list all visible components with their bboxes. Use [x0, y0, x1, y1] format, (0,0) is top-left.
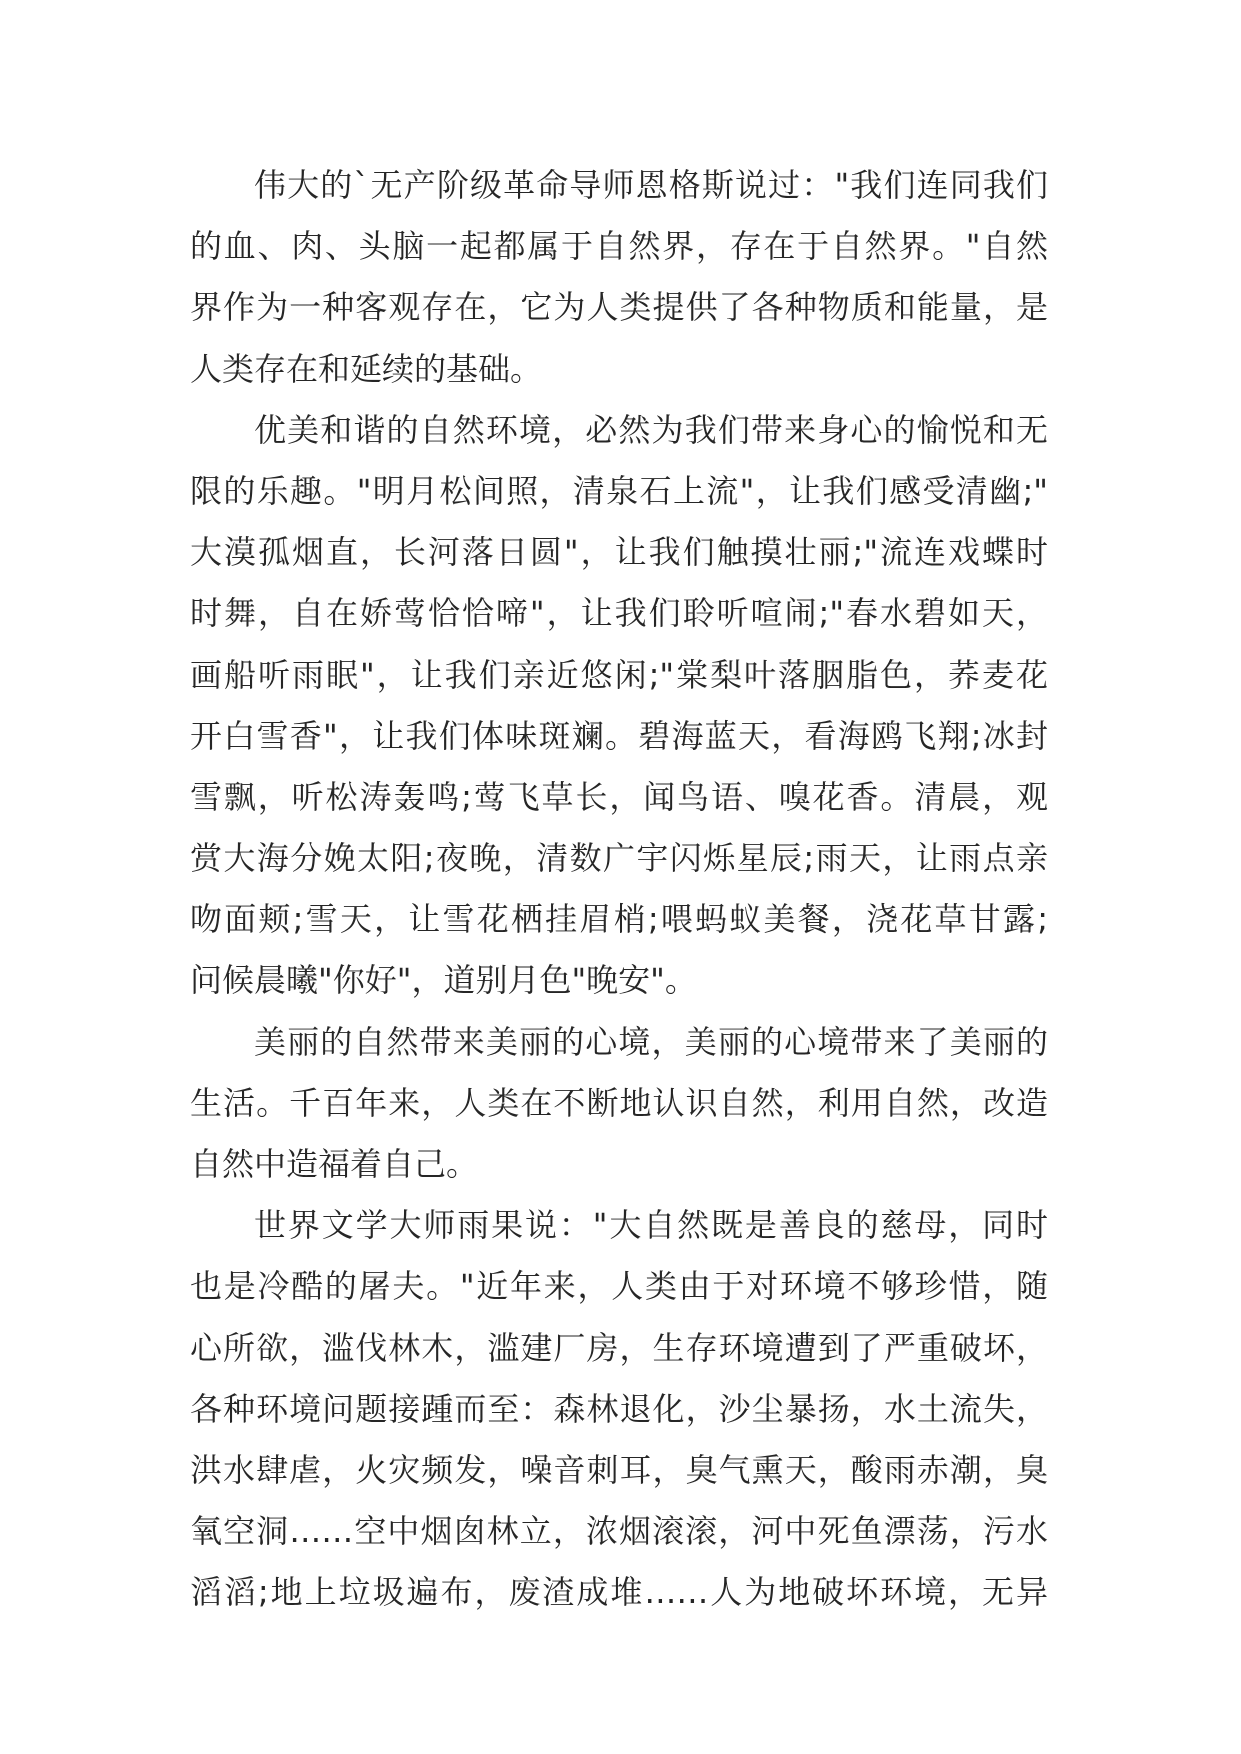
text-line: 生活。千百年来，人类在不断地认识自然，利用自然，改造	[190, 1083, 1048, 1122]
paragraph-1	[190, 155, 1048, 400]
text-line: 问候晨曦"你好"，道别月色"晚安"。	[190, 961, 697, 1000]
text-line: 洪水肆虐，火灾频发，噪音刺耳，臭气熏天，酸雨赤潮，臭	[190, 1450, 1048, 1489]
paragraph-4	[190, 1195, 1048, 1623]
text-line: 优美和谐的自然环境，必然为我们带来身心的愉悦和无	[254, 410, 1048, 449]
text-line: 滔滔;地上垃圾遍布，废渣成堆……人为地破坏环境，无异	[190, 1573, 1048, 1612]
text-line: 赏大海分娩太阳;夜晚，清数广宇闪烁星辰;雨天，让雨点亲	[190, 839, 1048, 878]
text-line: 大漠孤烟直，长河落日圆"，让我们触摸壮丽;"流连戏蝶时	[190, 533, 1048, 572]
text-line: 画船听雨眠"，让我们亲近悠闲;"棠梨叶落胭脂色，荞麦花	[190, 655, 1048, 694]
text-line: 人类存在和延续的基础。	[190, 349, 543, 388]
text-line: 时舞，自在娇莺恰恰啼"，让我们聆听喧闹;"春水碧如天，	[190, 594, 1048, 633]
paragraph-3	[190, 1012, 1048, 1196]
text-line: 自然中造福着自己。	[190, 1145, 479, 1183]
text-line: 的血、肉、头脑一起都属于自然界，存在于自然界。"自然	[190, 227, 1048, 266]
text-line: 也是冷酷的屠夫。"近年来，人类由于对环境不够珍惜，随	[190, 1267, 1048, 1306]
text-line: 世界文学大师雨果说："大自然既是善良的慈母，同时	[254, 1206, 1048, 1245]
document-body	[190, 155, 1048, 1624]
text-line: 伟大的`无产阶级革命导师恩格斯说过："我们连同我们	[254, 166, 1048, 204]
text-line: 美丽的自然带来美丽的心境，美丽的心境带来了美丽的	[254, 1022, 1048, 1061]
text-line: 各种环境问题接踵而至：森林退化，沙尘暴扬，水土流失，	[190, 1389, 1048, 1428]
text-line: 吻面颊;雪天，让雪花栖挂眉梢;喂蚂蚁美餐，浇花草甘露;	[190, 900, 1048, 939]
paragraph-2	[190, 400, 1048, 1012]
text-line: 开白雪香"，让我们体味斑斓。碧海蓝天，看海鸥飞翔;冰封	[190, 716, 1048, 755]
text-line: 氧空洞……空中烟囱林立，浓烟滚滚，河中死鱼漂荡，污水	[190, 1512, 1048, 1551]
text-line: 心所欲，滥伐林木，滥建厂房，生存环境遭到了严重破坏，	[190, 1328, 1048, 1367]
text-line: 雪飘，听松涛轰鸣;莺飞草长，闻鸟语、嗅花香。清晨，观	[190, 777, 1048, 816]
text-line: 界作为一种客观存在，它为人类提供了各种物质和能量，是	[190, 288, 1048, 327]
text-line: 限的乐趣。"明月松间照，清泉石上流"，让我们感受清幽;"	[190, 471, 1048, 510]
